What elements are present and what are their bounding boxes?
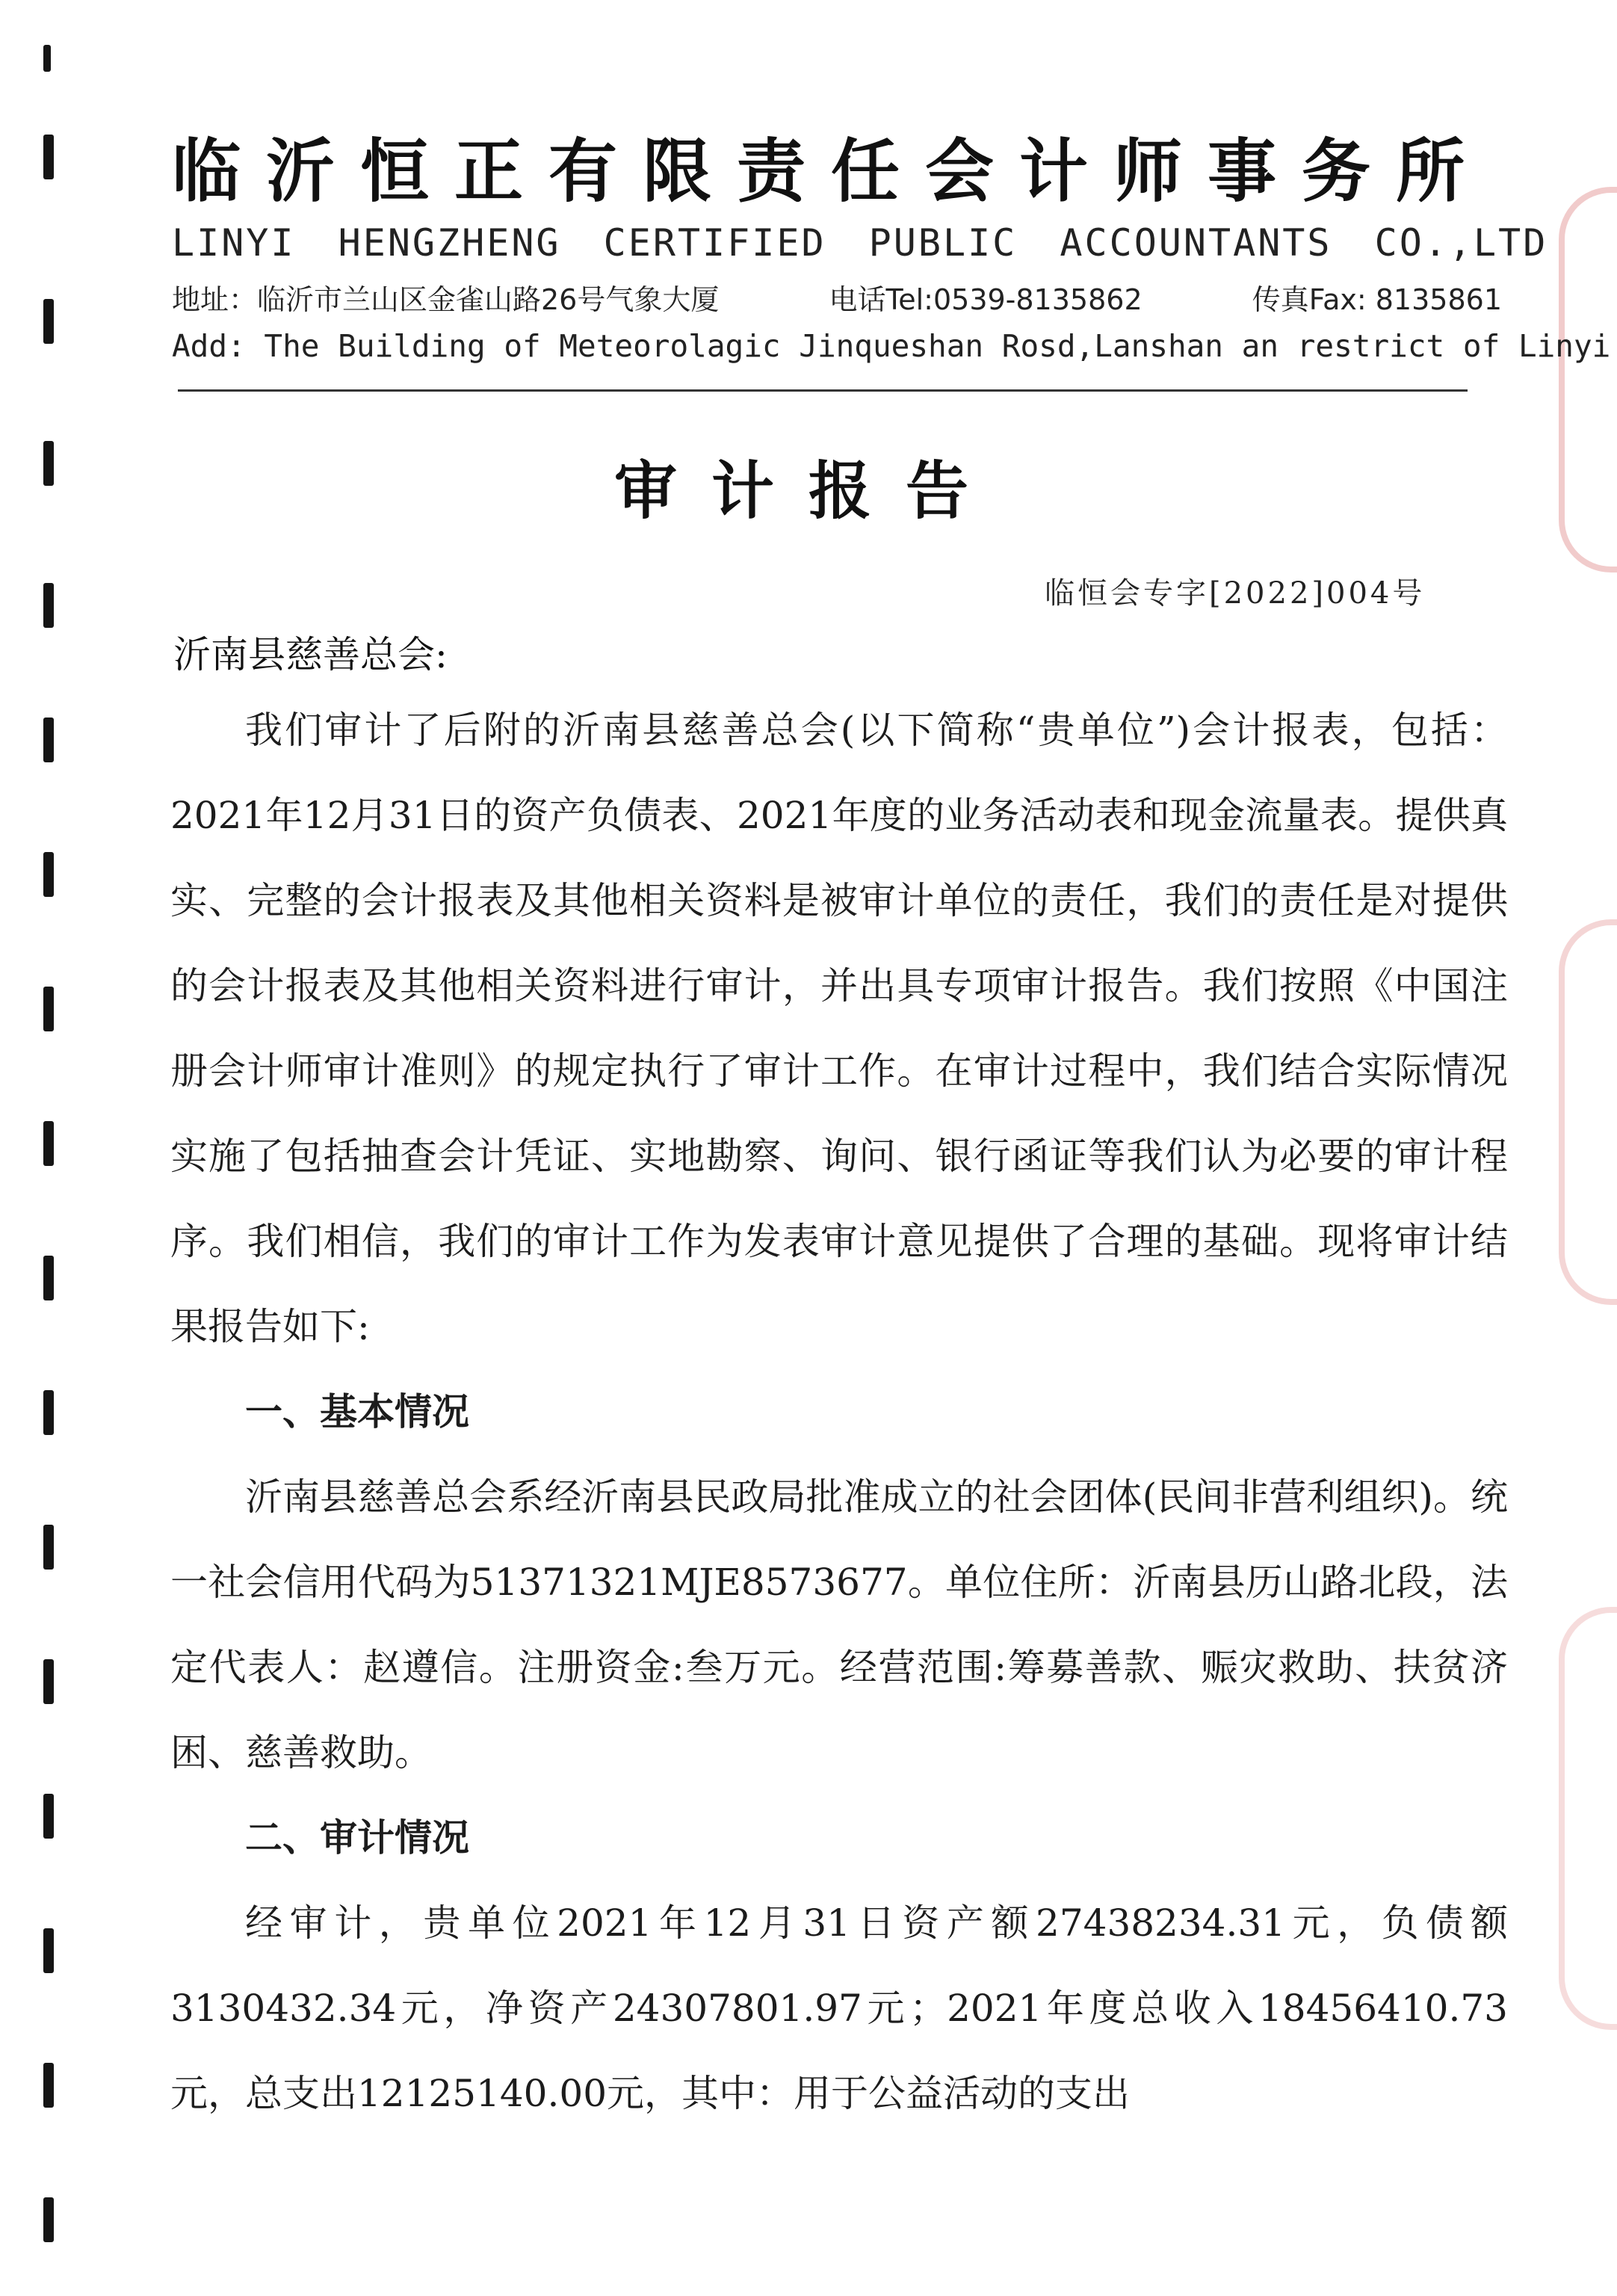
report-title: 审计报告 [613, 454, 1003, 528]
address-cn: 地址：临沂市兰山区金雀山路26号气象大厦 [172, 283, 720, 316]
seal-fragment [1559, 1607, 1617, 2030]
report-body [170, 688, 1508, 2136]
binding-mark [43, 1794, 54, 1839]
binding-mark [43, 2063, 54, 2108]
document-number: 临恒会专字[2022]004号 [1045, 576, 1426, 611]
seal-fragment [1559, 919, 1617, 1305]
binding-mark [43, 299, 54, 344]
firm-name-en: LINYI HENGZHENG CERTIFIED PUBLIC ACCOUNTANTS CO.,LTD [172, 221, 1548, 265]
fax: 传真Fax: 8135861 [1252, 283, 1502, 316]
addressee: 沂南县慈善总会: [173, 633, 448, 676]
section-heading-basic-info: 一、基本情况 [245, 1390, 469, 1434]
binding-marks [43, 45, 60, 2272]
intro-paragraph: 我们审计了后附的沂南县慈善总会(以下简称“贵单位”)会计报表，包括：2021年12月31日的资产负债表、2021年度的业务活动表和现金流量表。提供真实、完整的会计报表及其他相关资料是被审计单位的责任，我们的责任是对提供的会计报表及其他相关资料进行审计，并出具专项审计报告。我们按照《中国注册会计师审计准则》的规定执行了审计工作。在审计过程中，我们结合实际情况实施了包括抽查会计凭证、实地勘察、询问、银行函证等我们认为必要的审计程序。我们相信，我们的审计工作为发表审计意见提供了合理的基础。现将审计结果报告如下: [170, 709, 1508, 1348]
binding-mark [43, 1928, 54, 1973]
address-en: Add: The Building of Meteorolagic Jinqueshan Rosd,Lanshan an restrict of Linyi [172, 328, 1611, 364]
binding-mark [43, 852, 54, 897]
header-divider [178, 389, 1468, 392]
binding-mark [43, 135, 54, 179]
binding-mark [43, 583, 54, 628]
phone: 电话Tel:0539-8135862 [829, 283, 1143, 316]
binding-mark [43, 1121, 54, 1166]
binding-mark [43, 1659, 54, 1704]
binding-mark [43, 2197, 54, 2242]
binding-mark [43, 1256, 54, 1300]
binding-mark [43, 1390, 54, 1435]
section-heading-audit: 二、审计情况 [245, 1816, 469, 1860]
section-paragraph-basic-info: 沂南县慈善总会系经沂南县民政局批准成立的社会团体(民间非营利组织)。统一社会信用代码为51371321MJE8573677。单位住所：沂南县历山路北段，法定代表人：赵遵信。注册资金:叁万元。经营范围:筹募善款、赈灾救助、扶贫济困、慈善救助。 [170, 1475, 1508, 1774]
letterhead [172, 127, 1611, 364]
firm-name-cn: 临沂恒正有限责任会计师事务所 [172, 132, 1491, 212]
binding-mark [43, 987, 54, 1031]
contact-row [172, 277, 1502, 318]
binding-mark [43, 1525, 54, 1570]
binding-mark [43, 718, 54, 762]
binding-mark [43, 45, 51, 72]
section-paragraph-audit: 经审计，贵单位2021年12月31日资产额27438234.31元，负债额3130432.34元，净资产24307801.97元；2021年度总收入18456410.73元，总支出12125140.00元，其中：用于公益活动的支出 [170, 1901, 1508, 2115]
